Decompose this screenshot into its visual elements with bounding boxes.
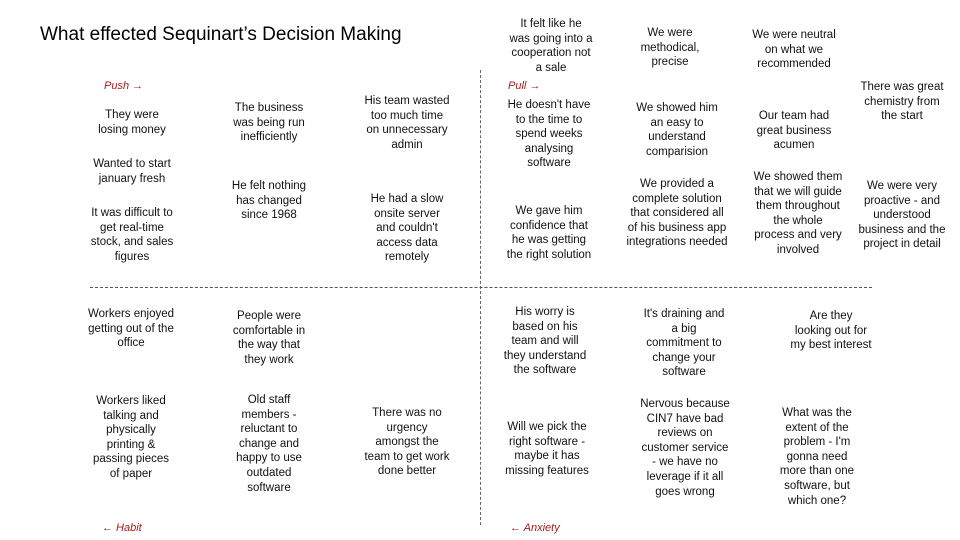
anxiety-note: His worry is based on his team and will they understand the software [503, 306, 587, 377]
pull-note: He doesn't have to the time to spend weeks analysing software [507, 99, 591, 170]
push-note: He had a slow onsite server and couldn't access data remotely [370, 193, 444, 264]
pull-note: We showed him an easy to understand comparision [636, 102, 718, 158]
pull-note: We were very proactive - and understood business and the project in detail [858, 180, 946, 251]
anxiety-note: Will we pick the right software - maybe it has missing features [505, 421, 589, 477]
push-note: They were losing money [98, 109, 166, 136]
pull-note: We gave him confidence that he was getting the right solution [506, 205, 592, 261]
anxiety-note: Nervous because CIN7 have bad reviews on customer service - we have no leverage if it all goes wrong [640, 398, 730, 498]
push-note: Wanted to start january fresh [93, 158, 171, 185]
page-title: What effected Sequinart’s Decision Making [40, 24, 402, 45]
pull-note: It felt like he was going into a cooperation not a sale [509, 18, 593, 74]
pull-label: Pull → [508, 80, 541, 92]
habit-note: Workers liked talking and physically printing & passing pieces of paper [92, 395, 170, 480]
pull-note: Our team had great business acumen [756, 110, 832, 152]
habit-label: ← Habit [102, 522, 142, 534]
pull-note: We provided a complete solution that considered all of his business app integrations needed [626, 178, 728, 249]
push-note: He felt nothing has changed since 1968 [231, 180, 307, 222]
anxiety-note: Are they looking out for my best interest [790, 310, 872, 352]
anxiety-note: What was the extent of the problem - I'm gonna need more than one software, but which one? [779, 407, 855, 507]
pull-note: We showed them that we will guide them throughout the whole process and very involved [753, 171, 843, 256]
pull-note: There was great chemistry from the start [860, 81, 944, 123]
habit-note: People were comfortable in the way that they work [232, 310, 306, 366]
habit-note: There was no urgency amongst the team to get work done better [364, 407, 450, 478]
vertical-divider [480, 70, 481, 525]
push-note: The business was being run inefficiently [233, 102, 305, 144]
anxiety-label: ← Anxiety [510, 522, 560, 534]
pull-note: We were neutral on what we recommended [752, 29, 836, 71]
push-note: His team wasted too much time on unnecessary admin [364, 95, 450, 151]
habit-note: Old staff members - reluctant to change and happy to use outdated software [236, 394, 302, 494]
push-note: It was difficult to get real-time stock, and sales figures [90, 207, 174, 263]
pull-note: We were methodical, precise [640, 27, 700, 69]
habit-note: Workers enjoyed getting out of the office [87, 308, 175, 350]
push-label: Push → [104, 80, 144, 92]
anxiety-note: It's draining and a big commitment to change your software [643, 308, 725, 379]
horizontal-divider [90, 287, 872, 288]
